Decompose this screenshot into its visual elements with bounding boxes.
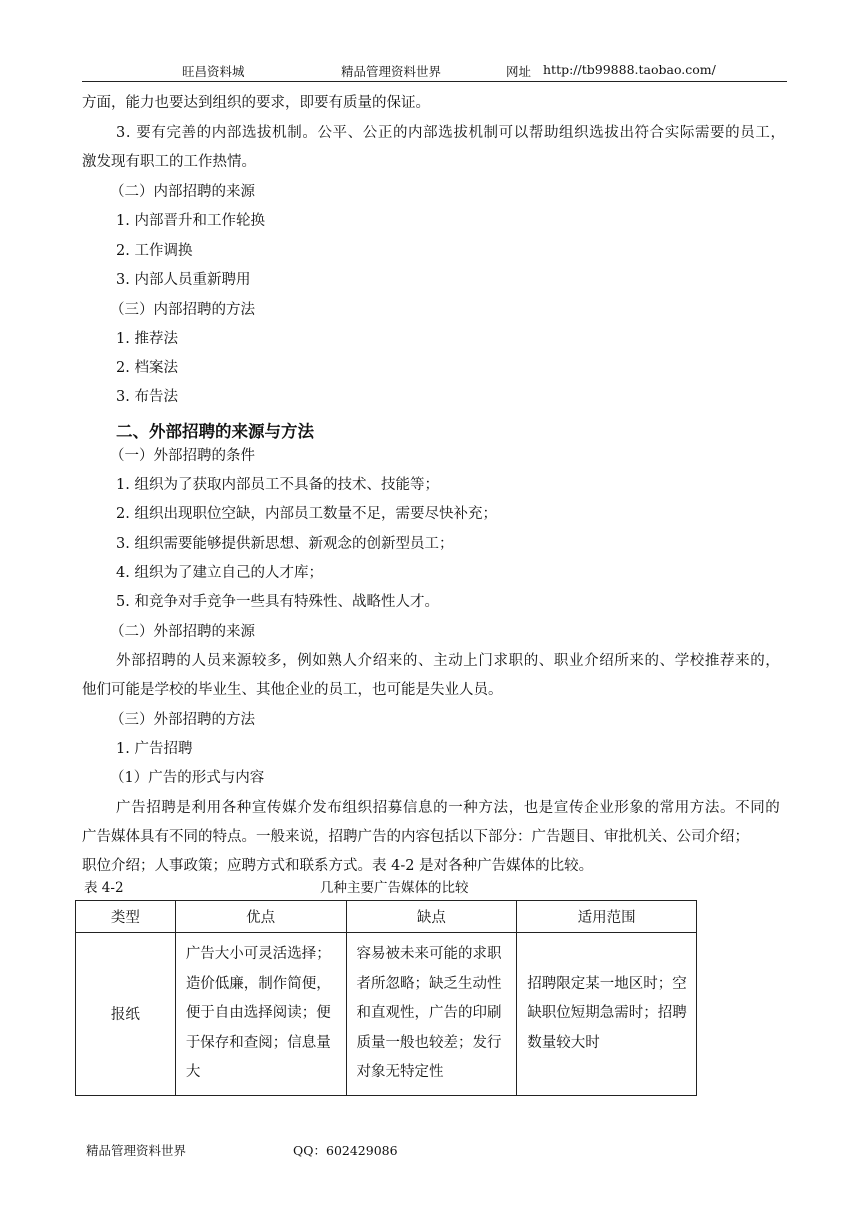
paragraph-line: 他们可能是学校的毕业生、其他企业的员工，也可能是失业人员。 xyxy=(82,682,503,698)
list-item: 4. 组织为了建立自己的人才库； xyxy=(116,565,323,581)
list-item: 2. 档案法 xyxy=(116,360,178,376)
list-item: 2. 组织出现职位空缺，内部员工数量不足，需要尽快补充； xyxy=(116,506,497,522)
cell-line: 广告大小可灵活选择； xyxy=(185,946,331,962)
list-item: 3. 内部人员重新聘用 xyxy=(116,272,251,288)
list-item: 1. 内部晋升和工作轮换 xyxy=(116,213,265,229)
header-shop-name: 旺昌资料城 xyxy=(182,64,245,79)
cell-line: 于保存和查阅；信息量 xyxy=(185,1034,331,1051)
header-url[interactable]: http://tb99888.taobao.com/ xyxy=(543,62,716,77)
cell-line: 招聘限定某一地区时；空 xyxy=(527,975,687,992)
paragraph-line: 方面，能力也要达到组织的要求，即要有质量的保证。 xyxy=(82,95,430,111)
cell-line: 数量较大时 xyxy=(527,1034,600,1051)
paragraph-line: 外部招聘的人员来源较多，例如熟人介绍来的、主动上门求职的、职业介绍所来的、学校推荐来的， xyxy=(116,653,781,669)
media-type-cell: 报纸 xyxy=(76,933,176,1096)
table-row xyxy=(76,933,697,1096)
section-heading: 二、外部招聘的来源与方法 xyxy=(116,422,314,441)
cell-line: 和直观性，广告的印刷 xyxy=(356,1005,502,1021)
paragraph-line: 职位介绍；人事政策；应聘方式和联系方式。表 4-2 是对各种广告媒体的比较。 xyxy=(82,858,594,874)
footer-qq: QQ：602429086 xyxy=(293,1143,398,1158)
cell-line: 容易被未来可能的求职 xyxy=(356,946,502,962)
paragraph-line: 广告媒体具有不同的特点。一般来说，招聘广告的内容包括以下部分：广告题目、审批机关、公司介绍； xyxy=(82,829,749,845)
column-header-cons: 缺点 xyxy=(346,901,517,933)
paragraph-line: 激发现有职工的工作热情。 xyxy=(82,154,256,170)
table-title: 几种主要广告媒体的比较 xyxy=(320,880,469,896)
section-subheading: （三）外部招聘的方法 xyxy=(110,712,255,728)
list-item: 1. 组织为了获取内部员工不具备的技术、技能等； xyxy=(116,477,439,493)
cell-line: 便于自由选择阅读；便 xyxy=(185,1005,331,1021)
header-divider xyxy=(82,81,787,82)
list-item: 3. 布告法 xyxy=(116,389,178,405)
column-header-type: 类型 xyxy=(76,901,176,933)
footer-site-name: 精品管理资料世界 xyxy=(86,1143,187,1158)
list-item: 1. 推荐法 xyxy=(116,331,178,347)
column-header-pros: 优点 xyxy=(175,901,346,933)
cell-line: 大 xyxy=(185,1064,201,1080)
column-header-scope: 适用范围 xyxy=(517,901,697,933)
scope-cell xyxy=(517,933,697,1096)
cell-line: 造价低廉，制作简便， xyxy=(185,975,331,992)
pros-cell xyxy=(175,933,346,1096)
media-comparison-table xyxy=(75,900,697,1096)
section-subheading: （一）外部招聘的条件 xyxy=(110,448,255,464)
cons-cell xyxy=(346,933,517,1096)
cell-line: 者所忽略；缺乏生动性 xyxy=(356,975,502,992)
section-subheading: （二）外部招聘的来源 xyxy=(110,624,255,640)
list-item: 3. 组织需要能够提供新思想、新观念的创新型员工； xyxy=(116,536,454,552)
paragraph-line: 广告招聘是利用各种宣传媒介发布组织招募信息的一种方法，也是宣传企业形象的常用方法。不同的 xyxy=(116,800,781,816)
list-item: 5. 和竞争对手竞争一些具有特殊性、战略性人才。 xyxy=(116,594,439,610)
cell-line: 质量一般也较差；发行 xyxy=(356,1034,502,1051)
table-label: 表 4-2 xyxy=(84,880,124,896)
section-subheading: （二）内部招聘的来源 xyxy=(110,184,255,200)
table-header-row xyxy=(76,901,697,933)
list-item: 1. 广告招聘 xyxy=(116,741,193,757)
paragraph-line: 3. 要有完善的内部选拔机制。公平、公正的内部选拔机制可以帮助组织选拔出符合实际需要的员工， xyxy=(116,125,786,141)
cell-line: 对象无特定性 xyxy=(356,1064,444,1080)
section-subheading: （三）内部招聘的方法 xyxy=(110,302,255,318)
list-item: 2. 工作调换 xyxy=(116,243,193,259)
header-url-label: 网址 xyxy=(506,64,532,79)
cell-line: 缺职位短期急需时；招聘 xyxy=(527,1005,687,1021)
header-site-name: 精品管理资料世界 xyxy=(341,64,442,79)
section-subheading: （1）广告的形式与内容 xyxy=(110,770,265,786)
